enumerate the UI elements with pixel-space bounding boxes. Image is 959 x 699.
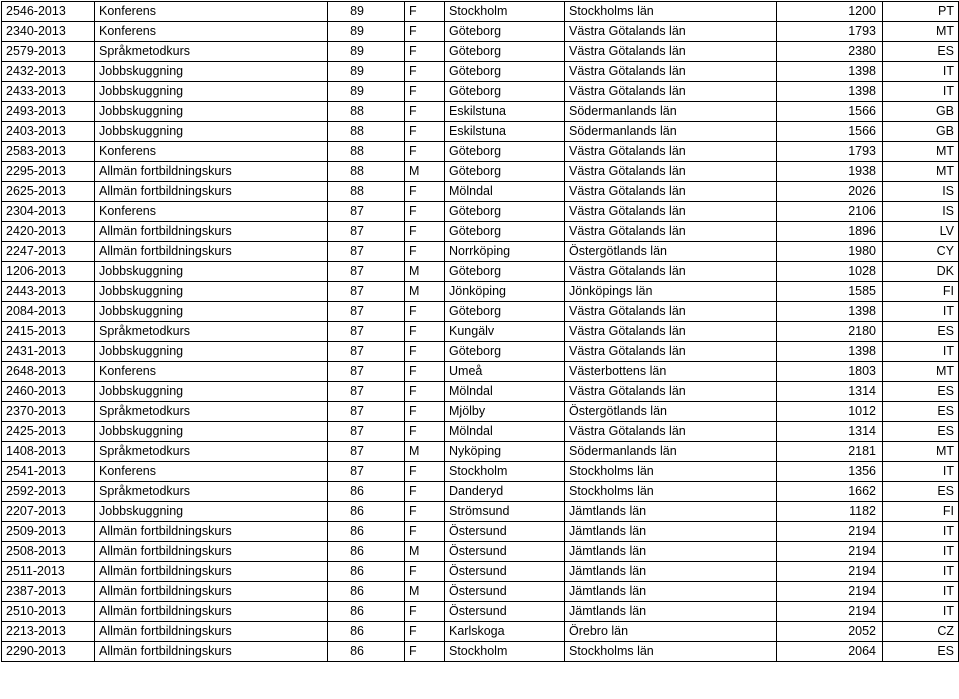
table-row <box>2 62 959 82</box>
cell-country-code: ES <box>883 382 959 402</box>
cell-number: 88 <box>328 102 405 122</box>
cell-country-code: IT <box>883 562 959 582</box>
cell-gender: F <box>405 342 445 362</box>
table-row <box>2 322 959 342</box>
cell-country-code: DK <box>883 262 959 282</box>
cell-country-code: IT <box>883 342 959 362</box>
cell-gender: F <box>405 202 445 222</box>
cell-activity-type: Konferens <box>95 2 328 22</box>
cell-amount: 1398 <box>777 62 883 82</box>
cell-id: 2648-2013 <box>2 362 95 382</box>
cell-gender: F <box>405 402 445 422</box>
cell-amount: 2181 <box>777 442 883 462</box>
cell-county: Stockholms län <box>565 642 777 662</box>
cell-activity-type: Allmän fortbildningskurs <box>95 522 328 542</box>
cell-city: Göteborg <box>445 62 565 82</box>
cell-id: 2425-2013 <box>2 422 95 442</box>
table-row <box>2 42 959 62</box>
cell-county: Västra Götalands län <box>565 262 777 282</box>
cell-amount: 1938 <box>777 162 883 182</box>
cell-activity-type: Språkmetodkurs <box>95 42 328 62</box>
cell-amount: 2106 <box>777 202 883 222</box>
cell-number: 87 <box>328 262 405 282</box>
cell-id: 2290-2013 <box>2 642 95 662</box>
cell-county: Västra Götalands län <box>565 82 777 102</box>
cell-amount: 1980 <box>777 242 883 262</box>
cell-number: 87 <box>328 222 405 242</box>
cell-country-code: MT <box>883 22 959 42</box>
table-row <box>2 502 959 522</box>
table-row <box>2 262 959 282</box>
cell-number: 88 <box>328 142 405 162</box>
cell-number: 88 <box>328 182 405 202</box>
cell-activity-type: Allmän fortbildningskurs <box>95 242 328 262</box>
cell-number: 87 <box>328 422 405 442</box>
cell-number: 86 <box>328 542 405 562</box>
cell-id: 2509-2013 <box>2 522 95 542</box>
cell-activity-type: Jobbskuggning <box>95 62 328 82</box>
cell-city: Nyköping <box>445 442 565 462</box>
cell-activity-type: Allmän fortbildningskurs <box>95 562 328 582</box>
cell-gender: F <box>405 242 445 262</box>
cell-amount: 2194 <box>777 602 883 622</box>
cell-country-code: ES <box>883 422 959 442</box>
cell-gender: F <box>405 102 445 122</box>
cell-activity-type: Allmän fortbildningskurs <box>95 182 328 202</box>
cell-city: Umeå <box>445 362 565 382</box>
cell-amount: 1200 <box>777 2 883 22</box>
cell-number: 89 <box>328 62 405 82</box>
table-row <box>2 402 959 422</box>
cell-city: Göteborg <box>445 82 565 102</box>
cell-id: 2247-2013 <box>2 242 95 262</box>
cell-county: Västra Götalands län <box>565 422 777 442</box>
table-row <box>2 282 959 302</box>
cell-country-code: ES <box>883 322 959 342</box>
cell-city: Mölndal <box>445 422 565 442</box>
cell-amount: 2194 <box>777 522 883 542</box>
cell-city: Strömsund <box>445 502 565 522</box>
cell-county: Jämtlands län <box>565 502 777 522</box>
cell-country-code: PT <box>883 2 959 22</box>
cell-amount: 2380 <box>777 42 883 62</box>
cell-city: Östersund <box>445 542 565 562</box>
cell-country-code: MT <box>883 442 959 462</box>
cell-gender: F <box>405 562 445 582</box>
cell-city: Mölndal <box>445 182 565 202</box>
cell-id: 2420-2013 <box>2 222 95 242</box>
cell-country-code: IT <box>883 62 959 82</box>
cell-country-code: MT <box>883 362 959 382</box>
cell-id: 2592-2013 <box>2 482 95 502</box>
table-row <box>2 462 959 482</box>
cell-gender: F <box>405 422 445 442</box>
cell-id: 2493-2013 <box>2 102 95 122</box>
cell-activity-type: Jobbskuggning <box>95 382 328 402</box>
cell-city: Göteborg <box>445 262 565 282</box>
cell-number: 89 <box>328 42 405 62</box>
cell-activity-type: Konferens <box>95 362 328 382</box>
table-row <box>2 302 959 322</box>
table-row <box>2 582 959 602</box>
cell-city: Stockholm <box>445 2 565 22</box>
cell-amount: 1314 <box>777 382 883 402</box>
cell-gender: F <box>405 122 445 142</box>
cell-number: 87 <box>328 322 405 342</box>
table-row <box>2 602 959 622</box>
cell-id: 2084-2013 <box>2 302 95 322</box>
table-row <box>2 562 959 582</box>
cell-county: Västra Götalands län <box>565 162 777 182</box>
cell-id: 2460-2013 <box>2 382 95 402</box>
table-row <box>2 422 959 442</box>
cell-city: Göteborg <box>445 22 565 42</box>
cell-gender: F <box>405 482 445 502</box>
cell-activity-type: Språkmetodkurs <box>95 322 328 342</box>
cell-city: Mjölby <box>445 402 565 422</box>
cell-number: 89 <box>328 2 405 22</box>
cell-activity-type: Språkmetodkurs <box>95 402 328 422</box>
cell-country-code: FI <box>883 282 959 302</box>
cell-city: Östersund <box>445 602 565 622</box>
cell-country-code: IT <box>883 522 959 542</box>
cell-county: Jämtlands län <box>565 602 777 622</box>
cell-number: 87 <box>328 442 405 462</box>
cell-country-code: IT <box>883 462 959 482</box>
table-row <box>2 442 959 462</box>
cell-id: 2415-2013 <box>2 322 95 342</box>
cell-activity-type: Jobbskuggning <box>95 262 328 282</box>
table-row <box>2 22 959 42</box>
table-body <box>2 2 959 662</box>
cell-country-code: ES <box>883 482 959 502</box>
table-row <box>2 182 959 202</box>
cell-city: Östersund <box>445 522 565 542</box>
cell-city: Stockholm <box>445 462 565 482</box>
cell-amount: 1012 <box>777 402 883 422</box>
cell-activity-type: Språkmetodkurs <box>95 442 328 462</box>
cell-gender: M <box>405 542 445 562</box>
cell-county: Västra Götalands län <box>565 182 777 202</box>
cell-gender: F <box>405 502 445 522</box>
cell-gender: F <box>405 82 445 102</box>
cell-activity-type: Allmän fortbildningskurs <box>95 222 328 242</box>
table-row <box>2 642 959 662</box>
cell-county: Västra Götalands län <box>565 222 777 242</box>
cell-activity-type: Allmän fortbildningskurs <box>95 582 328 602</box>
cell-number: 87 <box>328 282 405 302</box>
cell-number: 87 <box>328 462 405 482</box>
cell-country-code: IS <box>883 182 959 202</box>
cell-city: Norrköping <box>445 242 565 262</box>
cell-number: 86 <box>328 582 405 602</box>
table-row <box>2 122 959 142</box>
cell-country-code: ES <box>883 642 959 662</box>
cell-amount: 1356 <box>777 462 883 482</box>
table-row <box>2 242 959 262</box>
cell-gender: M <box>405 262 445 282</box>
cell-gender: F <box>405 142 445 162</box>
cell-amount: 2064 <box>777 642 883 662</box>
table-row <box>2 382 959 402</box>
cell-county: Jämtlands län <box>565 582 777 602</box>
cell-gender: F <box>405 522 445 542</box>
cell-id: 2340-2013 <box>2 22 95 42</box>
cell-county: Södermanlands län <box>565 122 777 142</box>
cell-gender: F <box>405 182 445 202</box>
cell-country-code: IT <box>883 82 959 102</box>
cell-county: Västra Götalands län <box>565 382 777 402</box>
cell-id: 2511-2013 <box>2 562 95 582</box>
table-row <box>2 2 959 22</box>
cell-amount: 1398 <box>777 82 883 102</box>
cell-id: 2508-2013 <box>2 542 95 562</box>
cell-number: 88 <box>328 162 405 182</box>
cell-number: 89 <box>328 22 405 42</box>
cell-county: Östergötlands län <box>565 242 777 262</box>
cell-amount: 1398 <box>777 342 883 362</box>
cell-country-code: GB <box>883 102 959 122</box>
cell-country-code: GB <box>883 122 959 142</box>
cell-country-code: CZ <box>883 622 959 642</box>
cell-amount: 2194 <box>777 542 883 562</box>
cell-number: 87 <box>328 342 405 362</box>
cell-city: Göteborg <box>445 162 565 182</box>
cell-amount: 2180 <box>777 322 883 342</box>
cell-county: Västra Götalands län <box>565 62 777 82</box>
cell-country-code: ES <box>883 402 959 422</box>
cell-id: 2387-2013 <box>2 582 95 602</box>
cell-id: 2432-2013 <box>2 62 95 82</box>
cell-id: 2370-2013 <box>2 402 95 422</box>
cell-country-code: IS <box>883 202 959 222</box>
cell-number: 86 <box>328 562 405 582</box>
cell-activity-type: Allmän fortbildningskurs <box>95 642 328 662</box>
cell-gender: F <box>405 622 445 642</box>
cell-country-code: LV <box>883 222 959 242</box>
cell-gender: F <box>405 62 445 82</box>
cell-id: 2510-2013 <box>2 602 95 622</box>
cell-county: Västra Götalands län <box>565 342 777 362</box>
cell-number: 86 <box>328 602 405 622</box>
cell-gender: M <box>405 162 445 182</box>
cell-city: Göteborg <box>445 342 565 362</box>
table-row <box>2 222 959 242</box>
cell-activity-type: Allmän fortbildningskurs <box>95 622 328 642</box>
cell-country-code: FI <box>883 502 959 522</box>
cell-gender: F <box>405 462 445 482</box>
cell-number: 86 <box>328 522 405 542</box>
cell-city: Göteborg <box>445 202 565 222</box>
cell-gender: M <box>405 282 445 302</box>
cell-gender: F <box>405 322 445 342</box>
table-row <box>2 342 959 362</box>
cell-city: Göteborg <box>445 42 565 62</box>
cell-city: Danderyd <box>445 482 565 502</box>
cell-amount: 1585 <box>777 282 883 302</box>
cell-county: Jämtlands län <box>565 522 777 542</box>
cell-country-code: IT <box>883 542 959 562</box>
cell-activity-type: Jobbskuggning <box>95 302 328 322</box>
cell-id: 2431-2013 <box>2 342 95 362</box>
cell-county: Södermanlands län <box>565 442 777 462</box>
cell-activity-type: Jobbskuggning <box>95 422 328 442</box>
cell-country-code: ES <box>883 42 959 62</box>
cell-number: 86 <box>328 482 405 502</box>
table-row <box>2 102 959 122</box>
cell-id: 1408-2013 <box>2 442 95 462</box>
cell-city: Göteborg <box>445 142 565 162</box>
cell-city: Jönköping <box>445 282 565 302</box>
cell-amount: 1793 <box>777 22 883 42</box>
cell-id: 2207-2013 <box>2 502 95 522</box>
cell-amount: 1566 <box>777 122 883 142</box>
cell-county: Västra Götalands län <box>565 202 777 222</box>
cell-id: 1206-2013 <box>2 262 95 282</box>
cell-city: Östersund <box>445 562 565 582</box>
cell-activity-type: Språkmetodkurs <box>95 482 328 502</box>
table-row <box>2 142 959 162</box>
cell-gender: F <box>405 642 445 662</box>
cell-number: 87 <box>328 242 405 262</box>
cell-country-code: IT <box>883 302 959 322</box>
cell-activity-type: Allmän fortbildningskurs <box>95 162 328 182</box>
cell-id: 2546-2013 <box>2 2 95 22</box>
table-row <box>2 162 959 182</box>
cell-activity-type: Jobbskuggning <box>95 282 328 302</box>
cell-amount: 1566 <box>777 102 883 122</box>
cell-city: Eskilstuna <box>445 102 565 122</box>
cell-gender: F <box>405 2 445 22</box>
cell-id: 2433-2013 <box>2 82 95 102</box>
cell-amount: 2026 <box>777 182 883 202</box>
data-table <box>1 1 959 662</box>
cell-number: 89 <box>328 82 405 102</box>
cell-country-code: MT <box>883 142 959 162</box>
cell-amount: 1793 <box>777 142 883 162</box>
cell-activity-type: Jobbskuggning <box>95 342 328 362</box>
cell-county: Västra Götalands län <box>565 22 777 42</box>
cell-id: 2579-2013 <box>2 42 95 62</box>
cell-number: 88 <box>328 122 405 142</box>
cell-country-code: MT <box>883 162 959 182</box>
cell-county: Västra Götalands län <box>565 302 777 322</box>
cell-county: Örebro län <box>565 622 777 642</box>
cell-county: Västerbottens län <box>565 362 777 382</box>
cell-county: Jämtlands län <box>565 542 777 562</box>
cell-county: Västra Götalands län <box>565 42 777 62</box>
cell-county: Södermanlands län <box>565 102 777 122</box>
cell-id: 2213-2013 <box>2 622 95 642</box>
cell-county: Stockholms län <box>565 2 777 22</box>
cell-city: Mölndal <box>445 382 565 402</box>
table-row <box>2 202 959 222</box>
cell-gender: F <box>405 22 445 42</box>
cell-gender: F <box>405 362 445 382</box>
cell-amount: 2052 <box>777 622 883 642</box>
cell-city: Stockholm <box>445 642 565 662</box>
cell-country-code: IT <box>883 582 959 602</box>
cell-county: Stockholms län <box>565 482 777 502</box>
cell-city: Göteborg <box>445 302 565 322</box>
cell-city: Göteborg <box>445 222 565 242</box>
cell-activity-type: Konferens <box>95 202 328 222</box>
cell-gender: F <box>405 222 445 242</box>
cell-amount: 2194 <box>777 562 883 582</box>
cell-county: Västra Götalands län <box>565 322 777 342</box>
cell-number: 87 <box>328 382 405 402</box>
cell-amount: 2194 <box>777 582 883 602</box>
cell-id: 2443-2013 <box>2 282 95 302</box>
cell-gender: F <box>405 42 445 62</box>
cell-number: 87 <box>328 362 405 382</box>
cell-amount: 1314 <box>777 422 883 442</box>
cell-gender: F <box>405 382 445 402</box>
cell-city: Östersund <box>445 582 565 602</box>
table-row <box>2 82 959 102</box>
table-row <box>2 622 959 642</box>
cell-activity-type: Konferens <box>95 462 328 482</box>
cell-id: 2403-2013 <box>2 122 95 142</box>
cell-county: Östergötlands län <box>565 402 777 422</box>
table-row <box>2 542 959 562</box>
cell-county: Jämtlands län <box>565 562 777 582</box>
cell-number: 87 <box>328 402 405 422</box>
cell-number: 87 <box>328 302 405 322</box>
cell-amount: 1896 <box>777 222 883 242</box>
cell-gender: F <box>405 302 445 322</box>
cell-county: Västra Götalands län <box>565 142 777 162</box>
cell-city: Kungälv <box>445 322 565 342</box>
table-row <box>2 362 959 382</box>
cell-id: 2295-2013 <box>2 162 95 182</box>
cell-activity-type: Allmän fortbildningskurs <box>95 542 328 562</box>
cell-country-code: IT <box>883 602 959 622</box>
cell-id: 2304-2013 <box>2 202 95 222</box>
cell-activity-type: Jobbskuggning <box>95 102 328 122</box>
cell-amount: 1662 <box>777 482 883 502</box>
cell-id: 2541-2013 <box>2 462 95 482</box>
cell-county: Stockholms län <box>565 462 777 482</box>
cell-activity-type: Allmän fortbildningskurs <box>95 602 328 622</box>
cell-id: 2583-2013 <box>2 142 95 162</box>
cell-city: Eskilstuna <box>445 122 565 142</box>
cell-country-code: CY <box>883 242 959 262</box>
cell-gender: F <box>405 602 445 622</box>
cell-activity-type: Konferens <box>95 142 328 162</box>
cell-gender: M <box>405 582 445 602</box>
cell-activity-type: Konferens <box>95 22 328 42</box>
cell-amount: 1182 <box>777 502 883 522</box>
cell-gender: M <box>405 442 445 462</box>
cell-number: 86 <box>328 622 405 642</box>
cell-city: Karlskoga <box>445 622 565 642</box>
cell-amount: 1028 <box>777 262 883 282</box>
cell-number: 86 <box>328 502 405 522</box>
cell-amount: 1803 <box>777 362 883 382</box>
cell-activity-type: Jobbskuggning <box>95 502 328 522</box>
table-row <box>2 522 959 542</box>
table-row <box>2 482 959 502</box>
cell-activity-type: Jobbskuggning <box>95 82 328 102</box>
cell-county: Jönköpings län <box>565 282 777 302</box>
cell-activity-type: Jobbskuggning <box>95 122 328 142</box>
cell-number: 87 <box>328 202 405 222</box>
cell-amount: 1398 <box>777 302 883 322</box>
cell-id: 2625-2013 <box>2 182 95 202</box>
cell-number: 86 <box>328 642 405 662</box>
